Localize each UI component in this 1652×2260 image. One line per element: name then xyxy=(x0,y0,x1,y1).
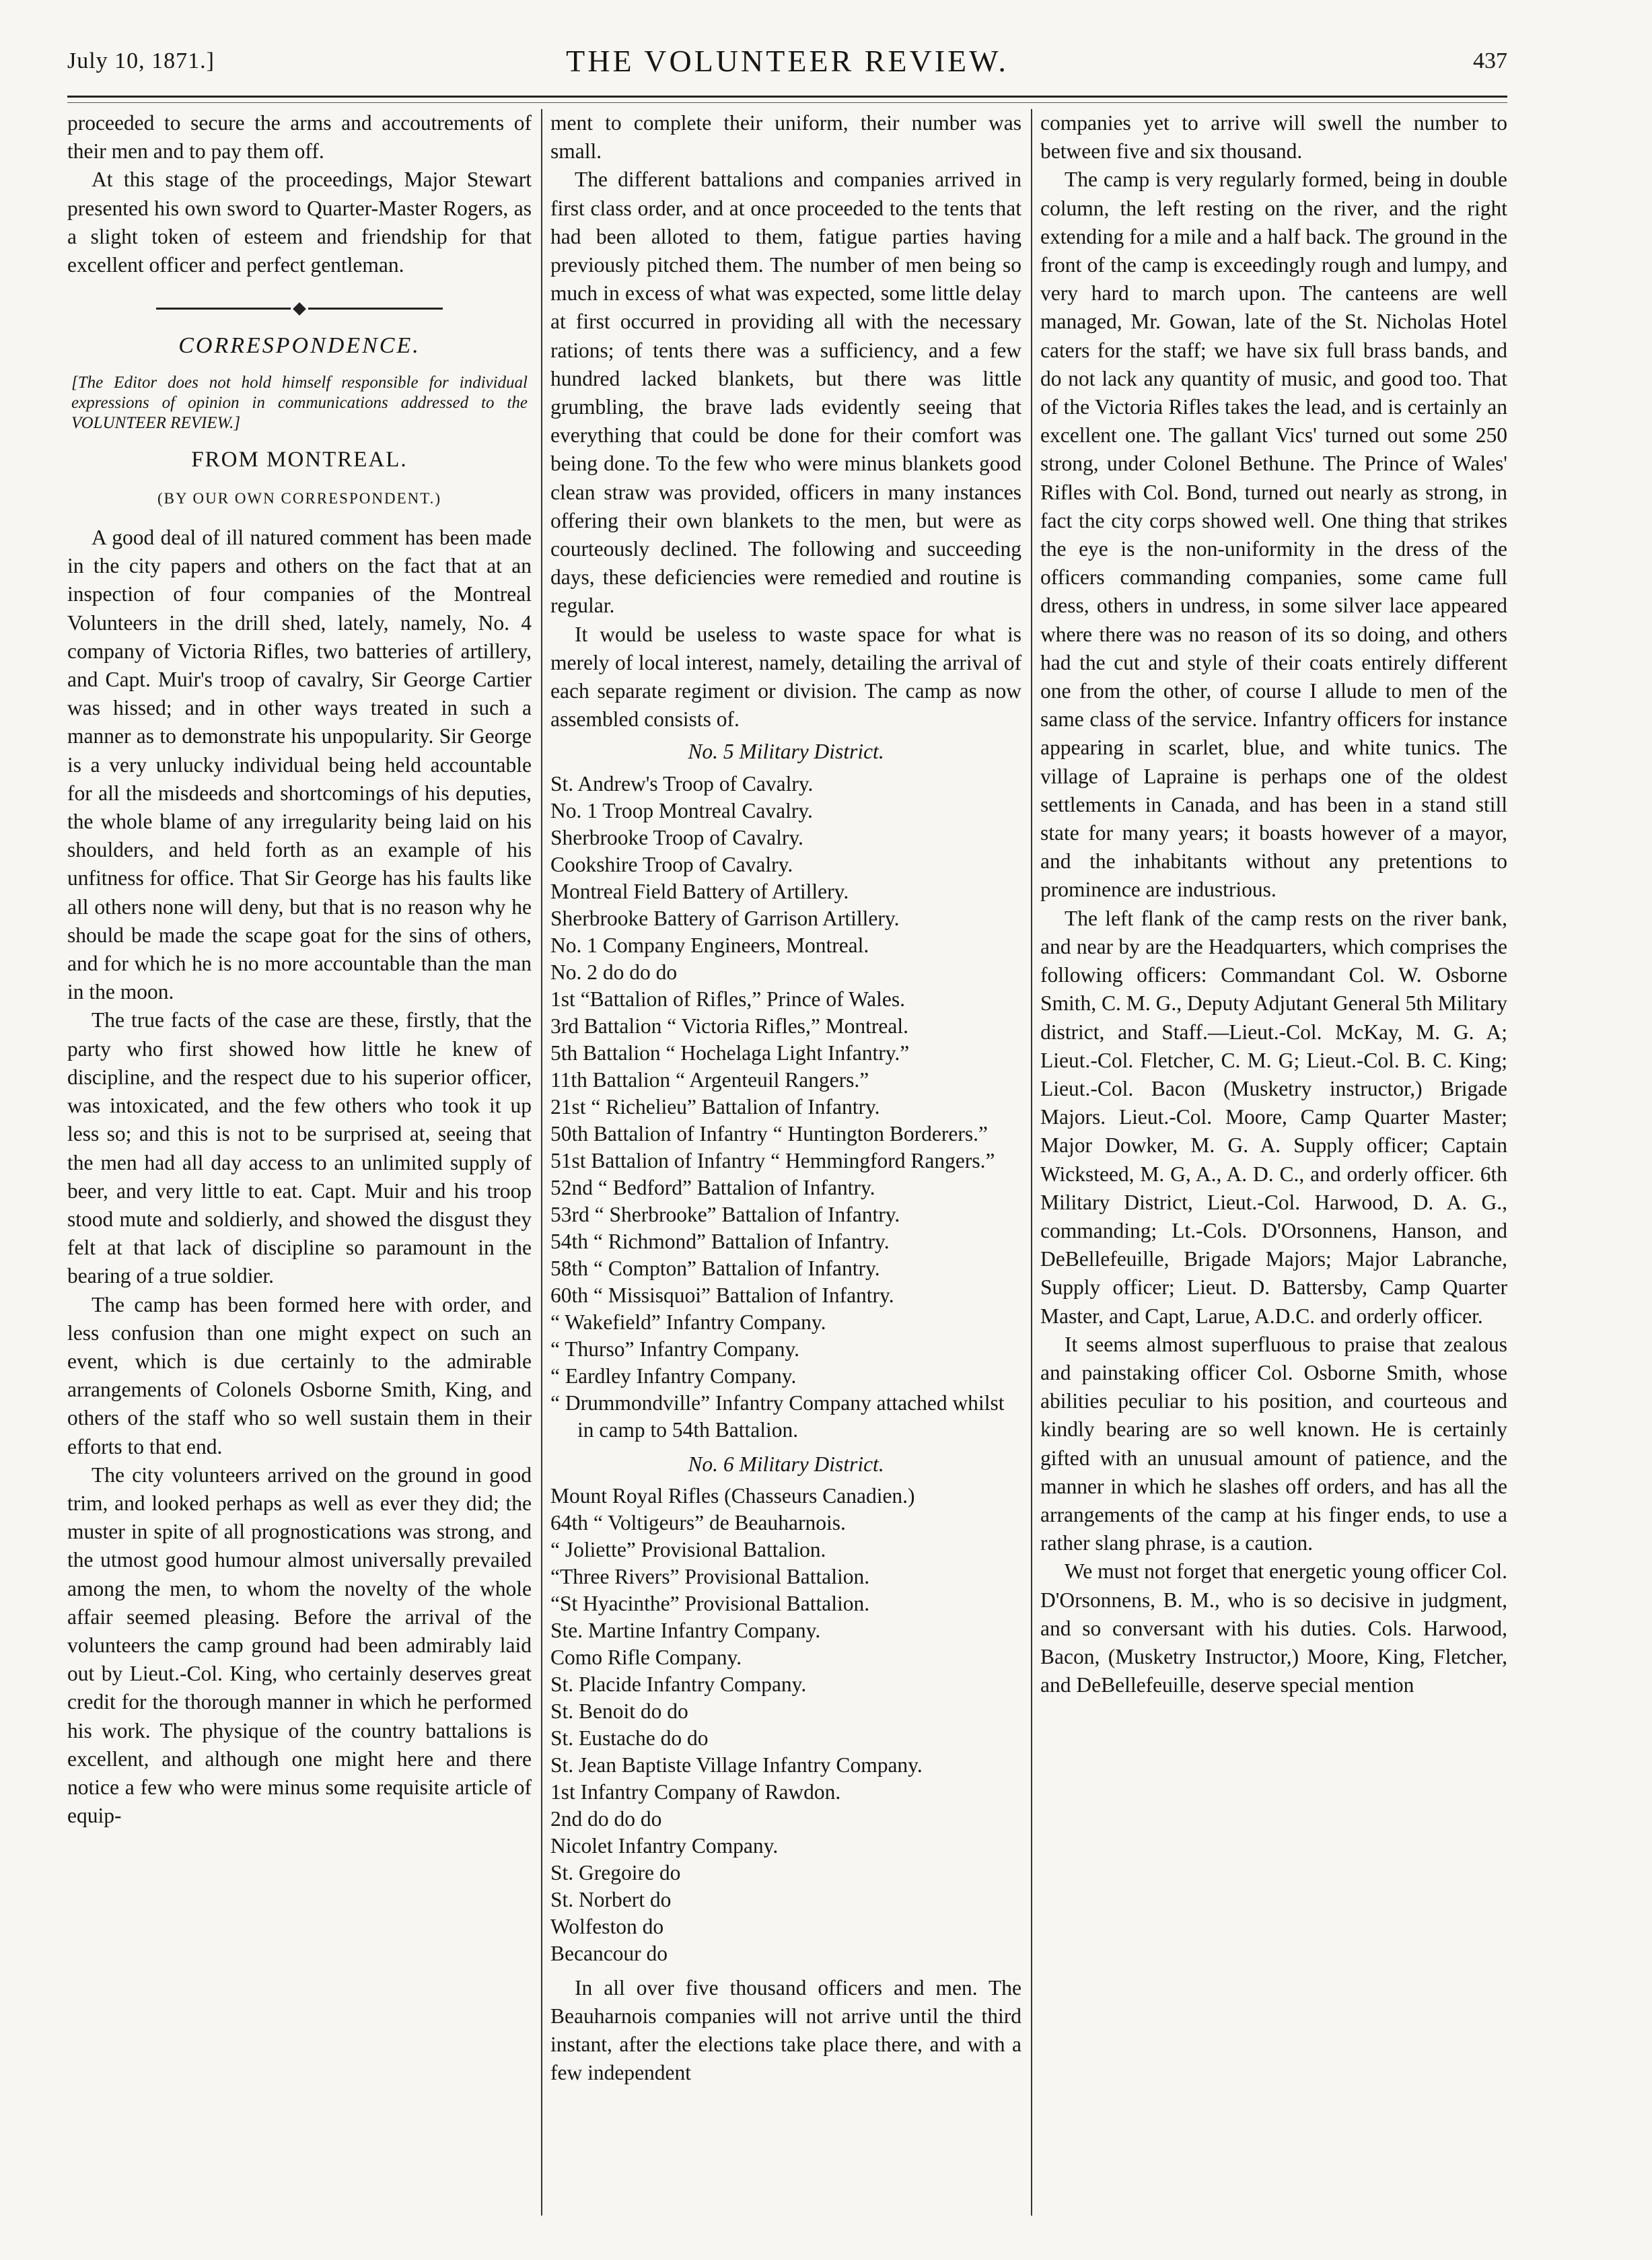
unit-list xyxy=(550,1483,1021,1967)
unit-list-item: St. Benoit do do xyxy=(550,1699,688,1723)
unit-list-item: St. Andrew's Troop of Cavalry. xyxy=(550,771,814,796)
unit-list-item: St. Eustache do do xyxy=(550,1726,709,1750)
paragraph: At this stage of the proceedings, Major Stewart presented his own sword to Quarter-Master Rogers, as a slight token of esteem and friendship for that excellent officer and perfect gentleman. xyxy=(67,168,532,277)
unit-list-item: 53rd “ Sherbrooke” Battalion of Infantry. xyxy=(550,1202,900,1226)
column-3 xyxy=(1040,109,1507,2209)
unit-list-item: No. 1 Company Engineers, Montreal. xyxy=(550,933,869,957)
unit-list-item: 50th Battalion of Infantry “ Huntington Borderers.” xyxy=(550,1121,988,1145)
paragraph: The city volunteers arrived on the ground in good trim, and looked perhaps as well as ever they did; the muster in spite of all prognostications was strong, and the utmost good humour almost universally prevailed among the men, to whom the novelty of the whole affair seemed pleasing. Before the arrival of the volunteers the camp ground had been admirably laid out by Lieut.-Col. King, who certainly deserves great credit for the thorough manner in which he performed his work. The physique of the country battalions is excellent, and although one might here and there notice a few who were minus some requisite article of equip- xyxy=(67,1462,532,1828)
unit-list-item: Sherbrooke Troop of Cavalry. xyxy=(550,825,803,849)
paragraph: proceeded to secure the arms and accoutrements of their men and to pay them off. xyxy=(67,111,532,164)
unit-list-item: “St Hyacinthe” Provisional Battalion. xyxy=(550,1591,870,1615)
unit-list-item: 60th “ Missisquoi” Battalion of Infantry. xyxy=(550,1283,894,1307)
paragraph: In all over five thousand officers and men. The Beauharnois companies will not arrive until the third instant, after the elections take place there, and with a few independent xyxy=(550,1975,1021,2085)
paragraph: We must not forget that energetic young officer Col. D'Orsonnens, B. M., who is so decisive in judgment, and so conversant with his duties. Cols. Harwood, Bacon, (Musketry Instructor,) Moore, King, Fletcher, and DeBellefeuille, deserve special mention xyxy=(1040,1559,1507,1697)
unit-list-item: “ Joliette” Provisional Battalion. xyxy=(550,1537,826,1561)
paragraph: The camp is very regularly formed, being in double column, the left resting on the river, and the right extending for a mile and a half back. The ground in the front of the camp is exceedingly rough and lumpy, and very hard to march upon. The canteens are well managed, Mr. Gowan, late of the St. Nicholas Hotel caters for the staff; we have six full brass bands, and do not lack any quantity of music, and good too. That of the Victoria Rifles takes the lead, and is certainly an excellent one. The gallant Vics' turned out some 250 strong, under Colonel Bethune. The Prince of Wales' Rifles with Col. Bond, turned out nearly as strong, in fact the city corps showed well. One thing that strikes the eye is the non-uniformity in the dress of the officers commanding companies, some came full dress, others in undress, in some silver lace appeared where there was no reason of its so doing, and others had the cut and style of their coats entirely different one from the other, of course I allude to men of the same class of the service. Infantry officers for instance appearing in scarlet, blue, and white tunics. The village of Lapraine is perhaps one of the oldest settlements in Canada, and has been in a stand still state for many years; it boasts however of a mayor, and the inhabitants without any pretentions to prominence are industrious. xyxy=(1040,168,1507,902)
unit-list-item: 58th “ Compton” Battalion of Infantry. xyxy=(550,1256,880,1280)
article-title: FROM MONTREAL. xyxy=(191,447,408,472)
paragraph: A good deal of ill natured comment has been made in the city papers and others on the fact that at an inspection of four companies of the Montreal Volunteers in the drill shed, lately, namely, No. 4 company of Victoria Rifles, two batteries of artillery, and Capt. Muir's troop of cavalry, Sir George Cartier was hissed; and in other ways treated in such a manner as to demonstrate his unpopularity. Sir George is a very unlucky individual being held accountable for all the misdeeds and shortcomings of his deputies, the whole blame of any irregularity being laid on his shoulders, and held forth as an example of his unfitness for office. That Sir George has his faults like all others none will deny, but that is no reason why he should be made the scape goat for the sins of others, and for which he is no more accountable than the man in the moon. xyxy=(67,526,532,1004)
header-rule-thin xyxy=(67,102,1507,103)
paragraph: The camp has been formed here with order, and less confusion than one might expect on such an event, which is due certainly to the admirable arrangements of Colonels Osborne Smith, King, and others of the staff who so well sustain them in their efforts to that end. xyxy=(67,1292,532,1458)
unit-list-item: 21st “ Richelieu” Battalion of Infantry. xyxy=(550,1094,880,1119)
publication-title: THE VOLUNTEER REVIEW. xyxy=(566,44,1009,78)
unit-list-item: 5th Battalion “ Hochelaga Light Infantry.” xyxy=(550,1040,910,1065)
section-title: CORRESPONDENCE. xyxy=(178,333,421,359)
column-divider xyxy=(541,109,542,2216)
paragraph: The true facts of the case are these, firstly, that the party who first showed how little he knew of discipline, and the respect due to his superior officer, was intoxicated, and the few others who took it up less so; and this is not to be surprised at, seeing that the men had all day access to an unlimited supply of beer, and very little to eat. Capt. Muir and his troop stood mute and soldierly, and showed the disgust they felt at that lack of discipline so paramount in the bearing of a true soldier. xyxy=(67,1008,532,1288)
paragraph: It would be useless to waste space for what is merely of local interest, namely, detailing the arrival of each separate regiment or division. The camp as now assembled consists of. xyxy=(550,622,1021,732)
unit-list-item: “Three Rivers” Provisional Battalion. xyxy=(550,1564,870,1588)
column-1 xyxy=(67,109,532,2209)
issue-date: July 10, 1871.] xyxy=(67,48,215,73)
unit-list xyxy=(550,771,1021,1444)
unit-list-item: 1st “Battalion of Rifles,” Prince of Wales. xyxy=(550,987,906,1011)
unit-list-item: St. Placide Infantry Company. xyxy=(550,1672,807,1696)
unit-list-item: “ Drummondville” Infantry Company attached whilst in camp to 54th Battalion. xyxy=(550,1390,1005,1442)
unit-list-item: St. Jean Baptiste Village Infantry Company. xyxy=(550,1753,923,1777)
unit-list-item: 3rd Battalion “ Victoria Rifles,” Montreal. xyxy=(550,1014,909,1038)
unit-list-item: 52nd “ Bedford” Battalion of Infantry. xyxy=(550,1175,875,1199)
unit-list-item: 54th “ Richmond” Battalion of Infantry. xyxy=(550,1229,890,1253)
unit-list-item: St. Gregoire do xyxy=(550,1860,681,1884)
unit-list-item: Ste. Martine Infantry Company. xyxy=(550,1618,821,1642)
unit-list-item: Sherbrooke Battery of Garrison Artillery. xyxy=(550,906,900,930)
unit-list-item: 11th Battalion “ Argenteuil Rangers.” xyxy=(550,1067,869,1092)
header-rule xyxy=(67,96,1507,98)
unit-list-item: Nicolet Infantry Company. xyxy=(550,1833,779,1858)
column-divider xyxy=(1031,109,1032,2216)
page-number: 437 xyxy=(1473,48,1507,73)
unit-list-item: 51st Battalion of Infantry “ Hemmingford Rangers.” xyxy=(550,1148,995,1172)
unit-list-item: Cookshire Troop of Cavalry. xyxy=(550,852,793,876)
unit-list-item: Mount Royal Rifles (Chasseurs Canadien.) xyxy=(550,1483,915,1508)
unit-list-item: “ Wakefield” Infantry Company. xyxy=(550,1310,826,1334)
district-heading: No. 6 Military District. xyxy=(688,1452,884,1476)
unit-list-item: Wolfeston do xyxy=(550,1914,664,1938)
unit-list-item: “ Thurso” Infantry Company. xyxy=(550,1337,800,1361)
unit-list-item: 2nd do do do xyxy=(550,1806,662,1831)
paragraph: It seems almost superfluous to praise that zealous and painstaking officer Col. Osborne Smith, whose abilities peculiar to his position, and courteous and kindly bearing are so well known. He is certainly gifted with an unusual amount of patience, and the manner in which he slashes off orders, and has all the arrangements of the camp at his finger ends, to use a rather slang phrase, is a caution. xyxy=(1040,1332,1507,1555)
unit-list-item: “ Eardley Infantry Company. xyxy=(550,1364,797,1388)
column-2 xyxy=(550,109,1021,2209)
unit-list-item: No. 2 do do do xyxy=(550,960,678,984)
paragraph: The left flank of the camp rests on the river bank, and near by are the Headquarters, which comprises the following officers: Commandant Col. W. Osborne Smith, C. M. G., Deputy Adjutant General 5th Military district, and Staff.—Lieut.-Col. McKay, M. G. A; Lieut.-Col. Fletcher, C. M. G; Lieut.-Col. B. C. King; Lieut.-Col. Bacon (Musketry instructor,) Brigade Majors. Lieut.-Col. Moore, Camp Quarter Master; Major Dowker, M. G. A. Supply officer; Captain Wicksteed, M. G, A., A. D. C., and orderly officer. 6th Military District, Lieut.-Col. Harwood, D. A. G., commanding; Lt.-Cols. D'Orsonnens, Hanson, and DeBellefeuille, Brigade Majors; Major Labranche, Supply officer; Lieut. D. Battersby, Camp Quarter Master, and Capt, Larue, A.D.C. and orderly officer. xyxy=(1040,906,1507,1328)
paragraph: companies yet to arrive will swell the number to between five and six thousand. xyxy=(1040,111,1507,164)
unit-list-item: No. 1 Troop Montreal Cavalry. xyxy=(550,798,813,822)
section-ornament xyxy=(67,293,532,321)
paragraph: ment to complete their uniform, their number was small. xyxy=(550,111,1021,164)
unit-list-item: 1st Infantry Company of Rawdon. xyxy=(550,1779,841,1804)
unit-list-item: Montreal Field Battery of Artillery. xyxy=(550,879,849,903)
unit-list-item: Como Rifle Company. xyxy=(550,1645,742,1669)
district-heading: No. 5 Military District. xyxy=(688,740,884,764)
editor-note: [The Editor does not hold himself responsible for individual expressions of opinion in communications addressed to the VOLUNTEER REVIEW.] xyxy=(71,373,528,432)
paragraph: The different battalions and companies arrived in first class order, and at once proceeded to the tents that had been alloted to them, fatigue parties having previously pitched them. The number of men being so much in excess of what was expected, some little delay at first occurred in providing all with the necessary rations; of tents there was a sufficiency, and a few hundred lacked blankets, but there was little grumbling, the brave lads evidently seeing that everything that could be done for their comfort was being done. To the few who were minus blankets good clean straw was provided, officers in many instances offering their own blankets to the men, but were as courteously declined. The following and succeeding days, these deficiencies were remedied and routine is regular. xyxy=(550,168,1021,618)
page-header xyxy=(67,42,1507,102)
unit-list-item: St. Norbert do xyxy=(550,1887,672,1911)
article-byline: (BY OUR OWN CORRESPONDENT.) xyxy=(157,489,441,507)
unit-list-item: 64th “ Voltigeurs” de Beauharnois. xyxy=(550,1510,846,1534)
unit-list-item: Becancour do xyxy=(550,1941,668,1965)
